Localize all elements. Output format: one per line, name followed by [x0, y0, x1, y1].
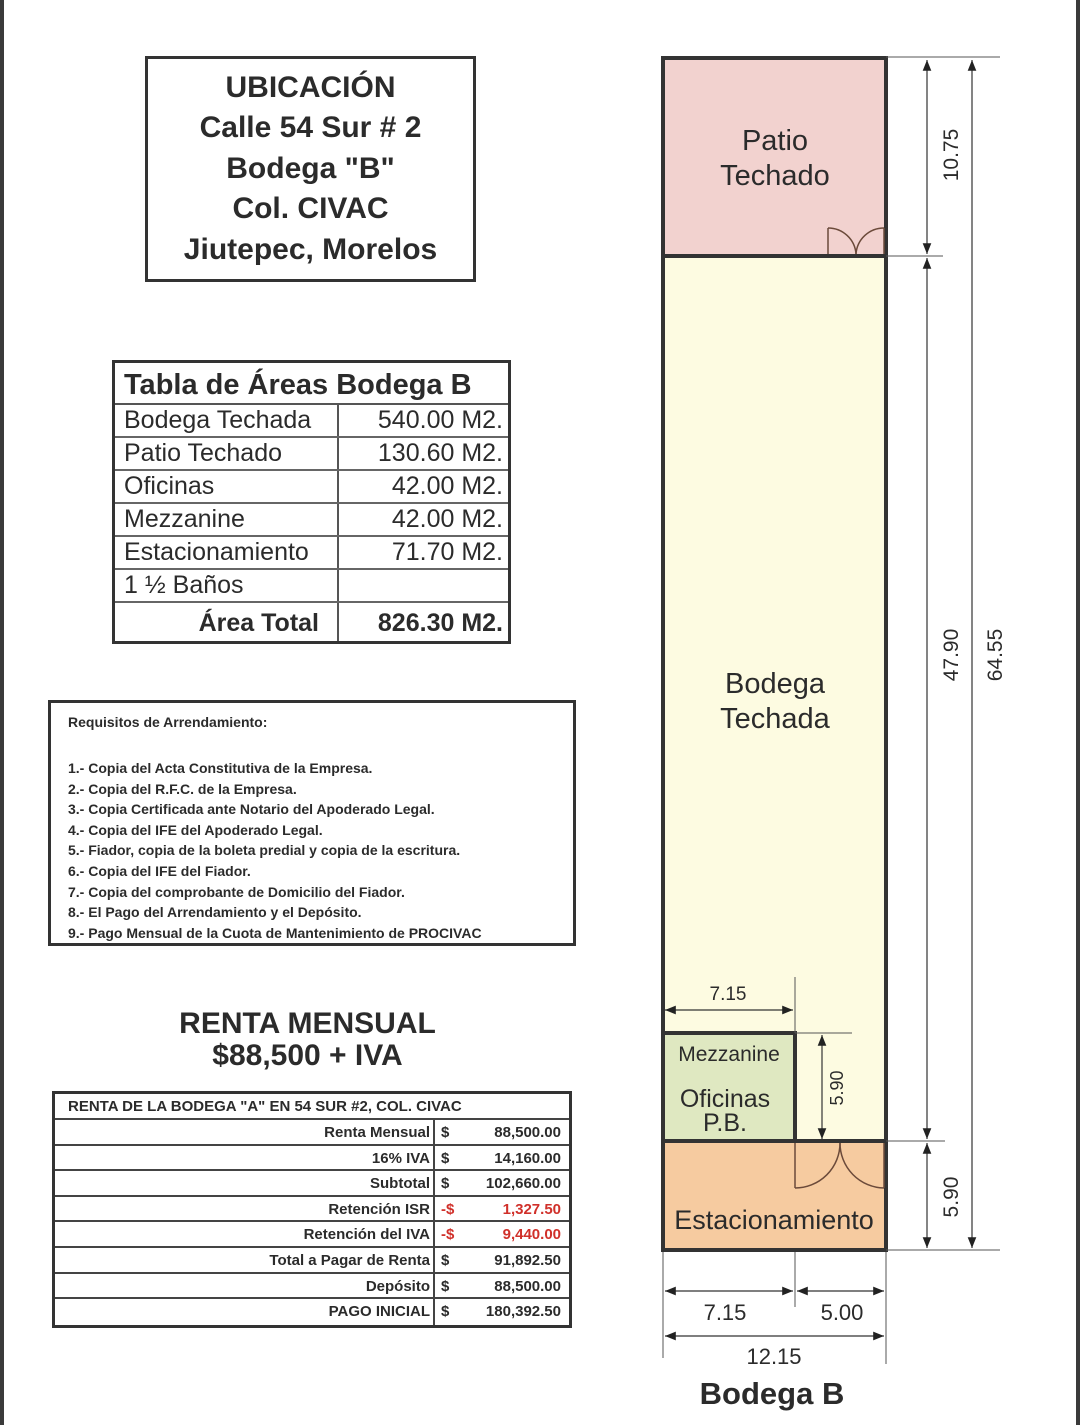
rent-currency: $: [441, 1124, 450, 1141]
rent-label: Renta Mensual: [55, 1120, 435, 1144]
area-label: 1 ½ Baños: [115, 570, 339, 601]
areas-table-title: Tabla de Áreas Bodega B: [115, 363, 508, 405]
requirement-item: 1.- Copia del Acta Constitutiva de la Empresa.: [68, 760, 373, 776]
area-value: 130.60 M2.: [377, 439, 503, 467]
area-label: Estacionamiento: [115, 537, 339, 568]
location-colony: Col. CIVAC: [232, 192, 389, 226]
location-heading: UBICACIÓN: [225, 70, 396, 104]
room-label: Mezzanine: [678, 1043, 780, 1066]
requirement-item: 6.- Copia del IFE del Fiador.: [68, 862, 251, 879]
rent-amount: 91,892.50: [494, 1251, 561, 1269]
rent-currency: $: [441, 1251, 450, 1269]
monthly-rent-title: RENTA MENSUAL: [179, 1007, 436, 1040]
requirements-title: Requisitos de Arrendamiento:: [68, 714, 268, 730]
location-unit: Bodega "B": [226, 151, 395, 185]
rent-amount: 14,160.00: [494, 1149, 561, 1167]
room-label: Techada: [720, 703, 830, 735]
dimension-label: 10.75: [940, 128, 963, 182]
location-street: Calle 54 Sur # 2: [199, 111, 422, 145]
rent-label: Total a Pagar de Renta: [55, 1248, 435, 1272]
area-total-label: Área Total: [115, 603, 339, 641]
requirement-item: 8.- El Pago del Arrendamiento y el Depósito.: [68, 904, 362, 921]
area-label: Oficinas: [115, 471, 339, 502]
rent-label: Retención del IVA: [55, 1222, 435, 1246]
room-label: P.B.: [702, 1109, 748, 1137]
area-label: Patio Techado: [115, 438, 339, 469]
rent-currency: -$: [441, 1226, 455, 1244]
rent-currency: $: [441, 1175, 450, 1193]
rent-label: Retención ISR: [55, 1197, 435, 1221]
area-label: Bodega Techada: [115, 405, 339, 436]
rent-amount: 88,500.00: [494, 1124, 561, 1141]
location-city: Jiutepec, Morelos: [183, 232, 438, 266]
room-label: Bodega: [725, 668, 825, 700]
requirement-item: 2.- Copia del R.F.C. de la Empresa.: [68, 780, 297, 797]
room-label: Oficinas: [679, 1085, 771, 1113]
dimension-label: 7.15: [703, 1300, 747, 1325]
area-value: 540.00 M2.: [377, 406, 503, 434]
requirement-item: 9.- Pago Mensual de la Cuota de Mantenimiento de PROCIVAC: [68, 924, 482, 941]
rent-amount: 1,327.50: [502, 1200, 561, 1218]
rent-table-header: RENTA DE LA BODEGA "A" EN 54 SUR #2, COL. CIVAC: [55, 1094, 569, 1120]
room-label: Patio: [741, 125, 809, 157]
dimension-label: 5.90: [827, 1070, 847, 1106]
rent-currency: $: [441, 1303, 450, 1321]
dimension-label: 7.15: [709, 984, 747, 1005]
rent-amount: 102,660.00: [485, 1175, 561, 1193]
dimension-label: 12.15: [746, 1344, 802, 1369]
rent-currency: -$: [441, 1200, 455, 1218]
dimension-label: 5.90: [940, 1176, 963, 1218]
requirement-item: 5.- Fiador, copia de la boleta predial y copia de la escritura.: [68, 842, 461, 859]
rent-label: Subtotal: [55, 1171, 435, 1195]
room-patio-techado: [663, 58, 886, 256]
requirement-item: 4.- Copia del IFE del Apoderado Legal.: [68, 821, 323, 838]
rent-amount: 180,392.50: [485, 1303, 561, 1321]
plan-title: Bodega B: [699, 1376, 845, 1411]
area-value: 42.00 M2.: [391, 472, 503, 500]
rent-label: 16% IVA: [55, 1146, 435, 1170]
dimension-label: 47.90: [940, 628, 963, 682]
rent-label: Depósito: [55, 1274, 435, 1298]
rent-currency: $: [441, 1149, 450, 1167]
area-label: Mezzanine: [115, 504, 339, 535]
requirement-item: 3.- Copia Certificada ante Notario del Apoderado Legal.: [68, 801, 435, 818]
rent-label: PAGO INICIAL: [55, 1299, 435, 1325]
rent-amount: 9,440.00: [502, 1226, 561, 1244]
monthly-rent-amount: $88,500 + IVA: [212, 1039, 403, 1072]
rent-currency: $: [441, 1277, 450, 1295]
area-value: 42.00 M2.: [391, 505, 503, 533]
area-total-value: 826.30 M2.: [377, 609, 503, 637]
dimension-label: 64.55: [984, 628, 1007, 682]
dimension-label: 5.00: [820, 1300, 864, 1325]
area-value: 71.70 M2.: [391, 538, 503, 566]
requirement-item: 7.- Copia del comprobante de Domicilio del Fiador.: [68, 883, 405, 900]
room-label: Estacionamiento: [674, 1205, 874, 1235]
room-label: Techado: [720, 160, 830, 192]
rent-amount: 88,500.00: [494, 1277, 561, 1295]
